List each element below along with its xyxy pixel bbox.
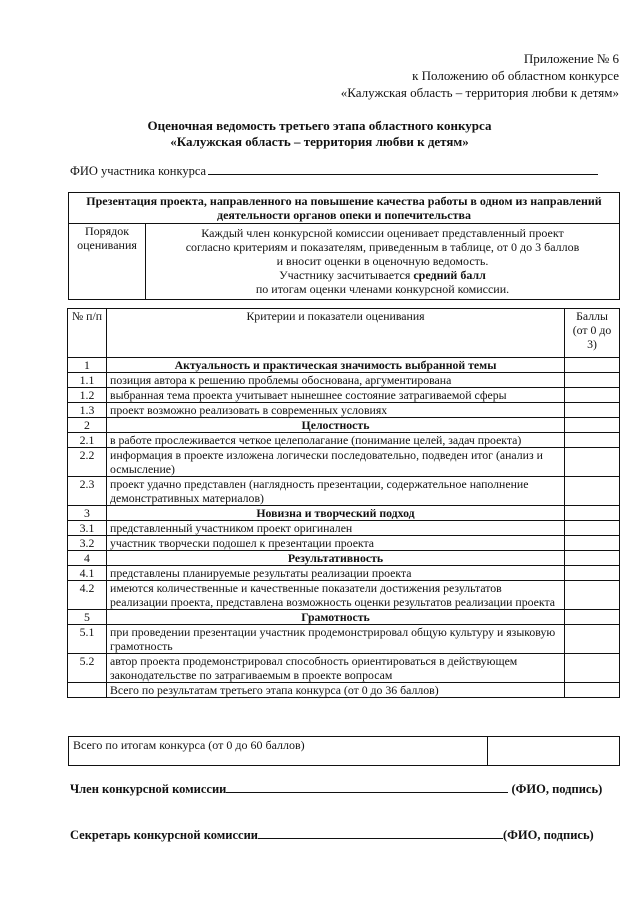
member-signature (70, 780, 602, 797)
criterion-number: 3.2 (68, 536, 107, 551)
appendix-line-2: к Положению об областном конкурсе (412, 68, 619, 83)
stage-total-score-cell[interactable] (565, 683, 620, 698)
criterion-text: участник творчески подошел к презентации проекта (107, 536, 565, 551)
criterion-text: автор проекта продемонстрировал способность ориентироваться в действующем законодательстве по затрагиваемым в проекте вопросам (107, 654, 565, 683)
criterion-number: 2.3 (68, 477, 107, 506)
criterion-text: выбранная тема проекта учитывает нынешнее состояние затрагиваемой сферы (107, 388, 565, 403)
evaluation-text-line-2: согласно критериям и показателям, приведенным в таблице, от 0 до 3 баллов (185, 240, 580, 254)
title-line-1: Оценочная ведомость третьего этапа областного конкурса (147, 118, 492, 133)
criterion-text: проект возможно реализовать в современных условиях (107, 403, 565, 418)
appendix-header (341, 50, 619, 101)
criterion-number: 2.2 (68, 448, 107, 477)
criterion-number: 4.2 (68, 581, 107, 610)
grand-total-label: Всего по итогам конкурса (от 0 до 60 баллов) (69, 737, 488, 766)
section-number: 5 (68, 610, 107, 625)
criterion-row (68, 388, 620, 403)
presentation-header: Презентация проекта, направленного на повышение качества работы в одном из направлений деятельности органов опеки и попечительства (69, 193, 620, 224)
member-signature-blank[interactable] (226, 780, 508, 793)
secretary-signature-suffix: (ФИО, подпись) (502, 828, 594, 842)
criterion-score-cell[interactable] (565, 654, 620, 683)
section-score-cell (565, 358, 620, 373)
participant-fio-label: ФИО участника конкурса (70, 164, 207, 178)
stage-total-label: Всего по результатам третьего этапа конкурса (от 0 до 36 баллов) (107, 683, 565, 698)
member-signature-suffix: (ФИО, подпись) (511, 782, 603, 796)
evaluation-text-line-3: и вносит оценки в оценочную ведомость. (276, 254, 489, 268)
criterion-text: в работе прослеживается четкое целеполагание (понимание целей, задач проекта) (107, 433, 565, 448)
criterion-number: 4.1 (68, 566, 107, 581)
section-score-cell (565, 418, 620, 433)
header-score: Баллы (от 0 до 3) (565, 309, 620, 358)
criterion-number: 5.2 (68, 654, 107, 683)
secretary-signature-label: Секретарь конкурсной комиссии (70, 828, 258, 842)
criterion-score-cell[interactable] (565, 373, 620, 388)
presentation-table (68, 192, 620, 300)
criteria-header-row (68, 309, 620, 358)
document-title (0, 118, 639, 150)
criterion-number: 1.2 (68, 388, 107, 403)
section-title: Грамотность (107, 610, 565, 625)
section-score-cell (565, 551, 620, 566)
criterion-row (68, 373, 620, 388)
evaluation-order-text (146, 224, 620, 300)
section-row (68, 506, 620, 521)
title-line-2: «Калужская область – территория любви к детям» (170, 134, 469, 149)
section-score-cell (565, 610, 620, 625)
criteria-table (67, 308, 620, 698)
secretary-signature-blank[interactable] (258, 826, 503, 839)
criterion-number: 3.1 (68, 521, 107, 536)
evaluation-text-line-4-start: Участнику засчитывается (279, 268, 414, 282)
stage-total-number-cell (68, 683, 107, 698)
section-number: 1 (68, 358, 107, 373)
criterion-score-cell[interactable] (565, 536, 620, 551)
appendix-line-3: «Калужская область – территория любви к детям» (340, 85, 619, 100)
criterion-text: представлены планируемые результаты реализации проекта (107, 566, 565, 581)
criterion-score-cell[interactable] (565, 448, 620, 477)
header-number: № п/п (68, 309, 107, 358)
criterion-number: 1.1 (68, 373, 107, 388)
criterion-number: 5.1 (68, 625, 107, 654)
section-title: Актуальность и практическая значимость выбранной темы (107, 358, 565, 373)
criterion-row (68, 403, 620, 418)
criterion-score-cell[interactable] (565, 477, 620, 506)
evaluation-text-line-4 (152, 268, 613, 282)
criterion-row (68, 433, 620, 448)
section-row (68, 551, 620, 566)
participant-fio (70, 162, 598, 179)
section-number: 4 (68, 551, 107, 566)
stage-total-row (68, 683, 620, 698)
criterion-row (68, 448, 620, 477)
section-title: Результативность (107, 551, 565, 566)
member-signature-label: Член конкурсной комиссии (70, 782, 227, 796)
criterion-text: имеются количественные и качественные показатели достижения результатов реализации проекта, представлена возможность оценки результатов реализации проекта (107, 581, 565, 610)
evaluation-text-line-1: Каждый член конкурсной комиссии оценивает представленный проект (201, 226, 564, 240)
section-number: 2 (68, 418, 107, 433)
secretary-signature (70, 826, 594, 843)
section-number: 3 (68, 506, 107, 521)
criterion-number: 1.3 (68, 403, 107, 418)
section-row (68, 610, 620, 625)
criterion-text: при проведении презентации участник продемонстрировал общую культуру и языковую грамотность (107, 625, 565, 654)
header-criteria: Критерии и показатели оценивания (107, 309, 565, 358)
grand-total-score-cell[interactable] (488, 737, 620, 766)
section-row (68, 418, 620, 433)
criterion-row (68, 625, 620, 654)
criterion-score-cell[interactable] (565, 433, 620, 448)
criterion-row (68, 536, 620, 551)
evaluation-text-line-5: по итогам оценки членами конкурсной комиссии. (255, 282, 510, 296)
criterion-row (68, 654, 620, 683)
criterion-text: представленный участником проект оригинален (107, 521, 565, 536)
criterion-score-cell[interactable] (565, 403, 620, 418)
participant-fio-blank (208, 162, 598, 175)
criterion-row (68, 581, 620, 610)
grand-total-table (68, 736, 620, 766)
criterion-row (68, 477, 620, 506)
average-score-term: средний балл (413, 268, 486, 282)
criterion-score-cell[interactable] (565, 625, 620, 654)
criterion-text: проект удачно представлен (наглядность презентации, содержательное наполнение демонстративных материалов) (107, 477, 565, 506)
section-title: Новизна и творческий подход (107, 506, 565, 521)
evaluation-order-label: Порядок оценивания (69, 224, 146, 300)
criterion-row (68, 566, 620, 581)
section-score-cell (565, 506, 620, 521)
appendix-line-1: Приложение № 6 (523, 51, 619, 66)
criterion-score-cell[interactable] (565, 581, 620, 610)
criterion-text: информация в проекте изложена логически последовательно, подведен итог (анализ и осмысление) (107, 448, 565, 477)
criterion-score-cell[interactable] (565, 388, 620, 403)
section-row (68, 358, 620, 373)
criterion-number: 2.1 (68, 433, 107, 448)
criterion-row (68, 521, 620, 536)
criterion-score-cell[interactable] (565, 521, 620, 536)
criterion-score-cell[interactable] (565, 566, 620, 581)
section-title: Целостность (107, 418, 565, 433)
criterion-text: позиция автора к решению проблемы обоснована, аргументирована (107, 373, 565, 388)
